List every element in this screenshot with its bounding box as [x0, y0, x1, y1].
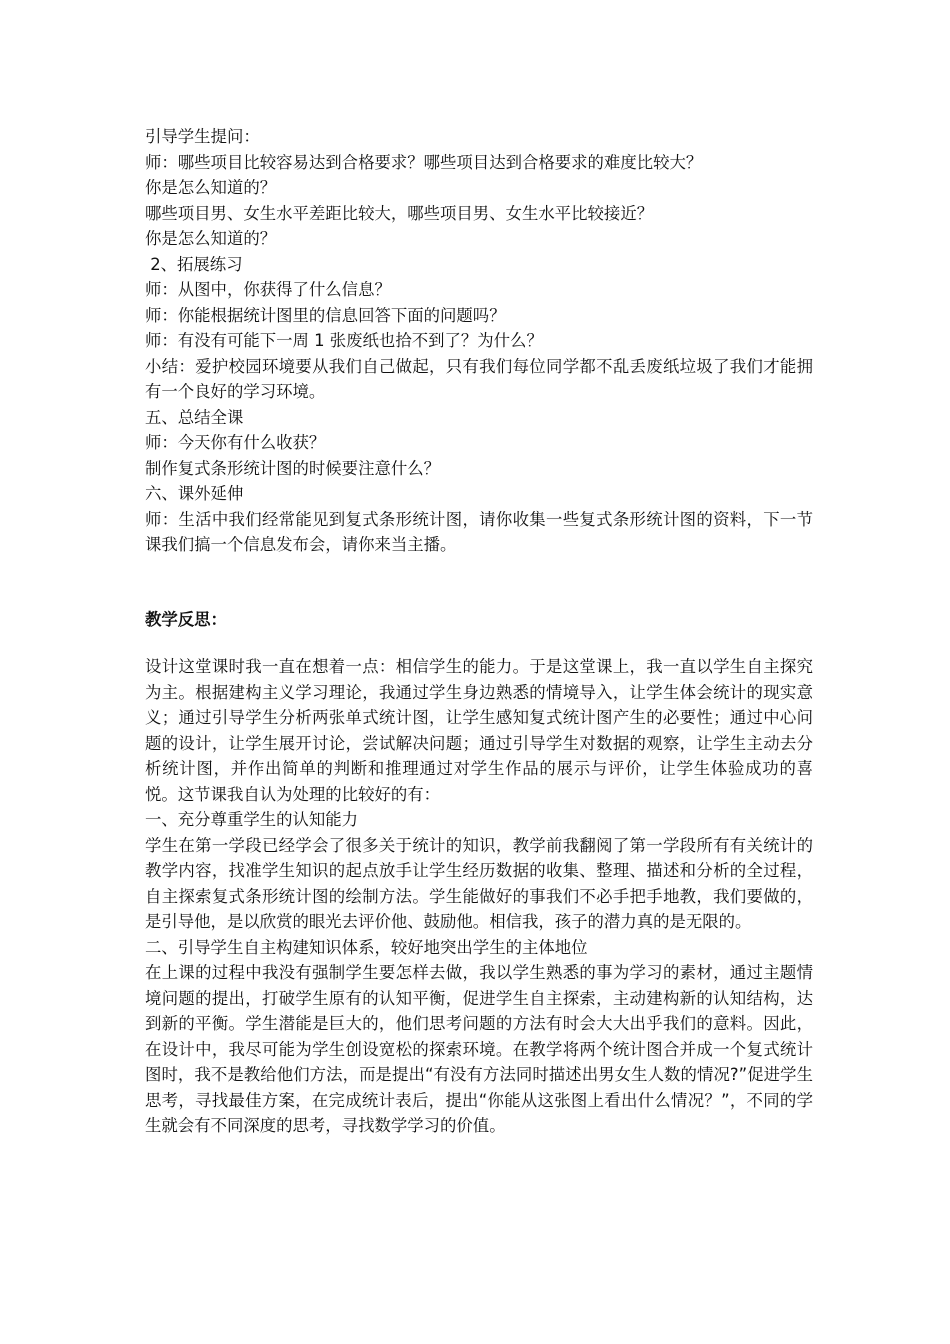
- text-line: 你是怎么知道的？: [145, 229, 277, 248]
- section-heading: 五、总结全课: [145, 407, 244, 427]
- extension-paragraph: 师：生活中我们经常能见到复式条形统计图，请你收集一些复式条形统计图的资料，下一节课我们搞一个信息发布会，请你来当主播。: [145, 509, 813, 554]
- point2-paragraph: 在上课的过程中我没有强制学生要怎样去做，我以学生熟悉的事为学习的素材，通过主题情境问题的提出，打破学生原有的认知平衡，促进学生自主探索，主动建构新的认知结构，达到新的平衡。学生潜能是巨大的，他们思考问题的方法有时会大大出乎我们的意料。因此，在设计中，我尽可能为学生创设宽松的探索环境。在教学将两个统计图合并成一个复式统计图时，我不是教给他们方法，而是提出“有没有方法同时描述出男女生人数的情况?”促进学生思考，寻找最佳方案，在完成统计表后，提出“你能从这张图上看出什么情况？”，不同的学生就会有不同深度的思考，寻找数学学习的价值。: [145, 963, 813, 1135]
- text-line: 师：今天你有什么收获？: [145, 433, 326, 452]
- point1-paragraph: 学生在第一学段已经学会了很多关于统计的知识，教学前我翻阅了第一学段所有有关统计的教学内容，找准学生知识的起点放手让学生经历数据的收集、整理、描述和分析的全过程，自主探索复式条形统计图的绘制方法。学生能做好的事我们不必手把手地教，我们要做的，是引导他，是以欣赏的眼光去评价他、鼓励他。相信我，孩子的潜力真的是无限的。: [145, 835, 813, 931]
- point-heading: 一、充分尊重学生的认知能力: [145, 810, 359, 829]
- section-heading: 六、课外延伸: [145, 484, 244, 503]
- text-line: 师：从图中，你获得了什么信息？: [145, 280, 391, 299]
- section-heading: 2、拓展练习: [145, 254, 243, 274]
- point-heading: 二、引导学生自主构建知识体系，较好地突出学生的主体地位: [145, 937, 588, 957]
- document-page: [145, 124, 813, 1139]
- text-line: 你是怎么知道的？: [145, 178, 277, 197]
- text-line: 引导学生提问：: [145, 127, 260, 146]
- text-line: 师：你能根据统计图里的信息回答下面的问题吗？: [145, 305, 506, 325]
- reflection-intro-paragraph: 设计这堂课时我一直在想着一点：相信学生的能力。于是这堂课上，我一直以学生自主探究为主。根据建构主义学习理论，我通过学生身边熟悉的情境导入，让学生体会统计的现实意义；通过引导学生分析两张单式统计图，让学生感知复式统计图产生的必要性；通过中心问题的设计，让学生展开讨论，尝试解决问题；通过引导学生对数据的观察，让学生主动去分析统计图，并作出简单的判断和推理通过对学生作品的展示与评价，让学生体验成功的喜悦。这节课我自认为处理的比较好的有：: [145, 657, 813, 804]
- text-line: 师：哪些项目比较容易达到合格要求？哪些项目达到合格要求的难度比较大？: [145, 152, 703, 172]
- reflection-title: 教学反思：: [145, 609, 227, 629]
- text-line: 哪些项目男、女生水平差距比较大，哪些项目男、女生水平比较接近？: [145, 203, 654, 223]
- text-line: 制作复式条形统计图的时候要注意什么？: [145, 458, 441, 478]
- summary-paragraph: 小结：爱护校园环境要从我们自己做起，只有我们每位同学都不乱丢废纸垃圾了我们才能拥有一个良好的学习环境。: [145, 356, 813, 401]
- text-line: 师：有没有可能下一周 1 张废纸也拾不到了？为什么？: [145, 331, 543, 350]
